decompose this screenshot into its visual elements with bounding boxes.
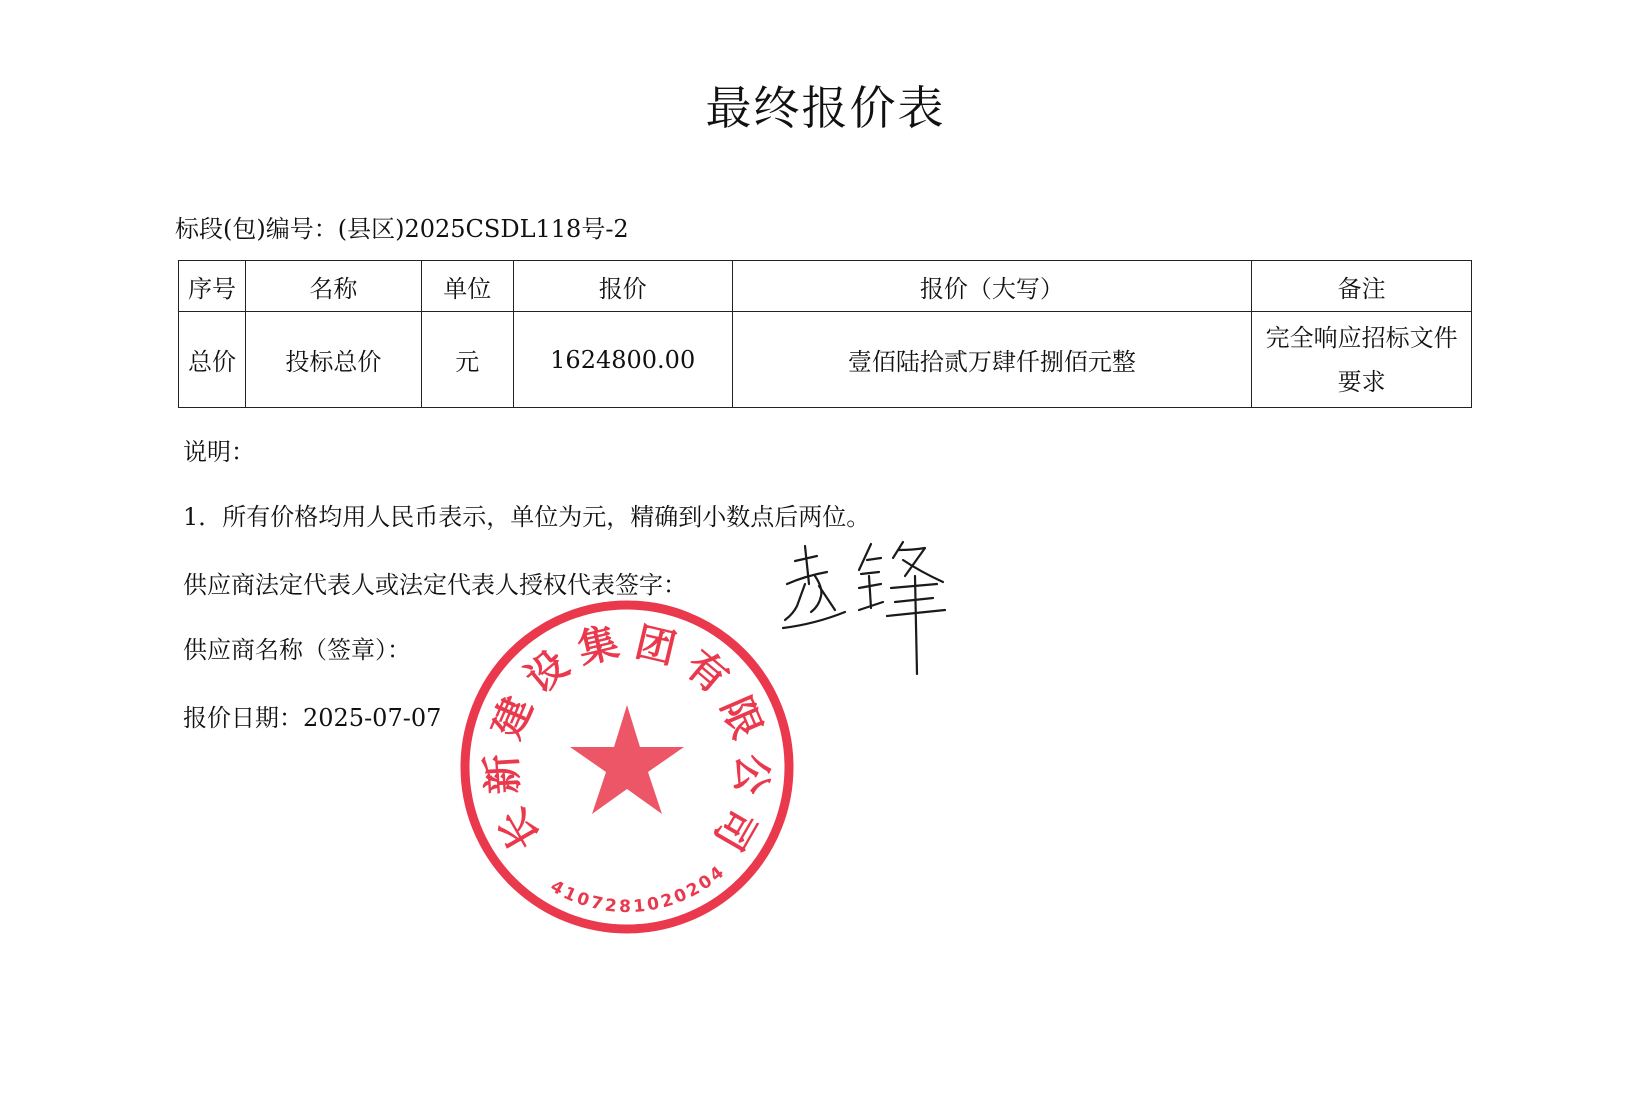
seal-char: 设 [517,641,578,703]
seal-code-char: 8 [618,896,632,918]
seal-char: 限 [711,690,770,746]
seal-code-char: 2 [603,895,618,917]
header-unit: 单位 [421,261,513,312]
seal-char: 长 [489,800,550,858]
cell-index: 总价 [179,312,246,408]
table-header-row [179,261,1472,312]
seal-code-char: 2 [683,878,704,902]
seal-code-char: 0 [645,893,661,916]
cell-name: 投标总价 [245,312,421,408]
seal-code-char: 1 [632,896,646,917]
cell-price-words: 壹佰陆拾贰万肆仟捌佰元整 [732,312,1252,408]
bid-section-number: 标段(包)编号：(县区)2025CSDL118号-2 [175,215,629,243]
seal-star-icon [570,705,684,814]
handwritten-signature [775,536,955,676]
quote-table [178,260,1472,408]
seal-char: 集 [573,619,624,674]
cell-remark: 完全响应招标文件要求 [1252,312,1472,408]
seal-code-char: 4 [546,876,568,900]
company-seal-stamp [452,592,802,942]
supplier-label: 供应商名称（签章）： [183,636,411,664]
page-title: 最终报价表 [705,81,946,135]
table-row [179,312,1472,408]
seal-code-char: 2 [658,889,676,913]
header-index: 序号 [179,261,246,312]
cell-price: 1624800.00 [513,312,732,408]
header-price: 报价 [513,261,732,312]
seal-code-char: 0 [671,884,690,908]
cell-unit: 元 [421,312,513,408]
header-price-words: 报价（大写） [732,261,1252,312]
seal-char: 司 [704,800,765,858]
seal-char: 团 [630,619,681,674]
seal-code-char: 0 [695,871,717,895]
seal-code-char: 0 [574,888,592,912]
seal-code-char: 1 [560,883,580,907]
seal-char: 公 [726,752,775,796]
header-name: 名称 [245,261,421,312]
header-remark: 备注 [1252,261,1472,312]
seal-code-char: 4 [706,862,728,886]
date-label: 报价日期：2025-07-07 [183,704,442,732]
notes-label: 说明： [183,438,255,466]
seal-char: 建 [484,690,543,746]
seal-code-char: 7 [588,892,605,915]
notes-item-1: 1．所有价格均用人民币表示，单位为元，精确到小数点后两位。 [183,503,871,531]
seal-char: 新 [479,752,528,796]
seal-char: 有 [676,641,737,703]
signer-label: 供应商法定代表人或法定代表人授权代表签字： [183,571,687,599]
